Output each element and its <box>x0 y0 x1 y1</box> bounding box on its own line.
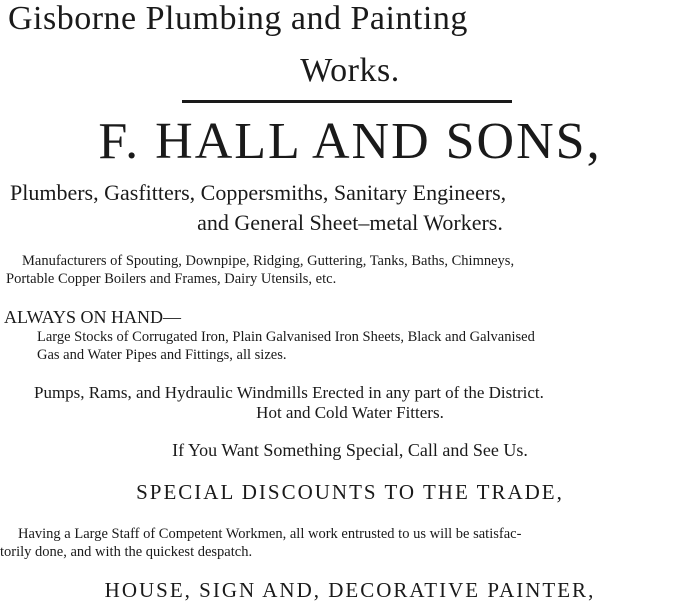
manufacturers-line-1: Manufacturers of Spouting, Downpipe, Ridging, Guttering, Tanks, Baths, Chimneys, <box>22 253 515 269</box>
heading-line-2: Works. <box>300 52 400 89</box>
staff-line-2: torily done, and with the quickest despatch. <box>0 544 253 560</box>
trade-discounts-line: SPECIAL DISCOUNTS TO THE TRADE, <box>136 480 564 504</box>
pumps-line-1: Pumps, Rams, and Hydraulic Windmills Erected in any part of the District. <box>34 383 544 402</box>
stocks-line-1: Large Stocks of Corrugated Iron, Plain Galvanised Iron Sheets, Black and Galvanised <box>37 329 535 345</box>
firm-name: F. HALL AND SONS, <box>98 113 602 170</box>
stocks-line-2: Gas and Water Pipes and Fittings, all sizes. <box>37 347 287 363</box>
staff-line-1: Having a Large Staff of Competent Workmen, all work entrusted to us will be satisfac- <box>18 526 522 542</box>
trades-line-2: and General Sheet–metal Workers. <box>197 210 503 235</box>
painter-line: HOUSE, SIGN AND, DECORATIVE PAINTER, <box>104 578 596 602</box>
always-on-hand-label: ALWAYS ON HAND— <box>4 307 182 327</box>
trades-line-1: Plumbers, Gasfitters, Coppersmiths, Sanitary Engineers, <box>10 180 507 205</box>
pumps-line-2: Hot and Cold Water Fitters. <box>256 403 444 422</box>
manufacturers-line-2: Portable Copper Boilers and Frames, Dairy Utensils, etc. <box>6 271 337 287</box>
heading-rule <box>182 100 512 103</box>
heading-line-1: Gisborne Plumbing and Painting <box>8 0 468 37</box>
special-call-line: If You Want Something Special, Call and See Us. <box>172 440 528 460</box>
